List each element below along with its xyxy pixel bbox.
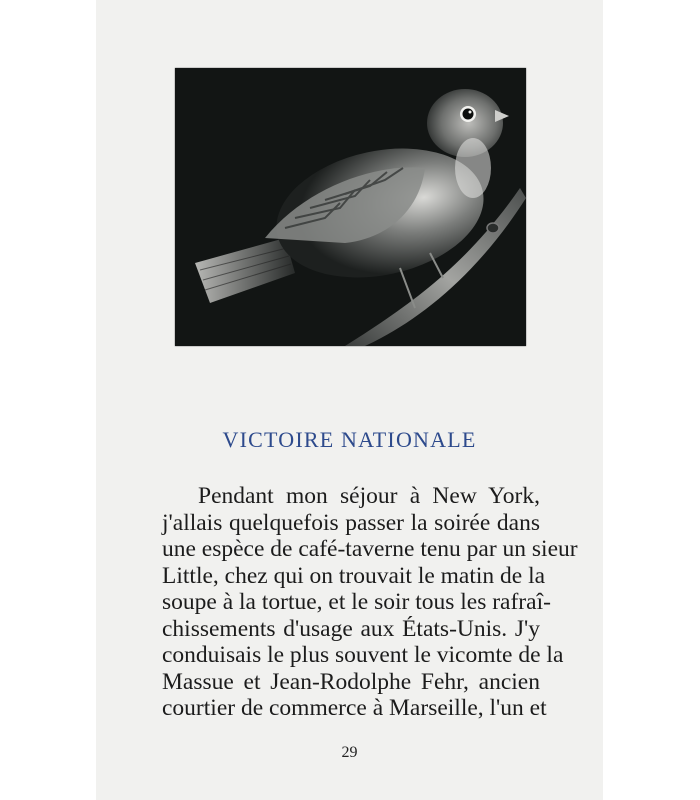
bird-engraving-icon bbox=[175, 68, 526, 346]
text-line: une espèce de café-taverne tenu par un sieur bbox=[162, 536, 578, 562]
body-text bbox=[162, 483, 578, 722]
text-line: Little, chez qui on trouvait le matin de la bbox=[162, 562, 546, 589]
text-line: chissements d'usage aux États-Unis. J'y bbox=[162, 615, 540, 642]
text-line: conduisais le plus souvent le vicomte de la bbox=[162, 642, 564, 668]
text-line: courtier de commerce à Marseille, l'un et bbox=[162, 695, 547, 721]
bird-illustration bbox=[175, 68, 526, 346]
text-line: Pendant mon séjour à New York, bbox=[198, 483, 540, 509]
text-line: soupe à la tortue, et le soir tous les rafraî- bbox=[162, 589, 551, 615]
text-line: Massue et Jean-Rodolphe Fehr, ancien bbox=[162, 668, 540, 695]
text-line: j'allais quelquefois passer la soirée dans bbox=[162, 509, 540, 536]
book-page bbox=[96, 0, 603, 800]
page-number: 29 bbox=[341, 744, 358, 761]
chapter-title: VICTOIRE NATIONALE bbox=[222, 427, 477, 452]
